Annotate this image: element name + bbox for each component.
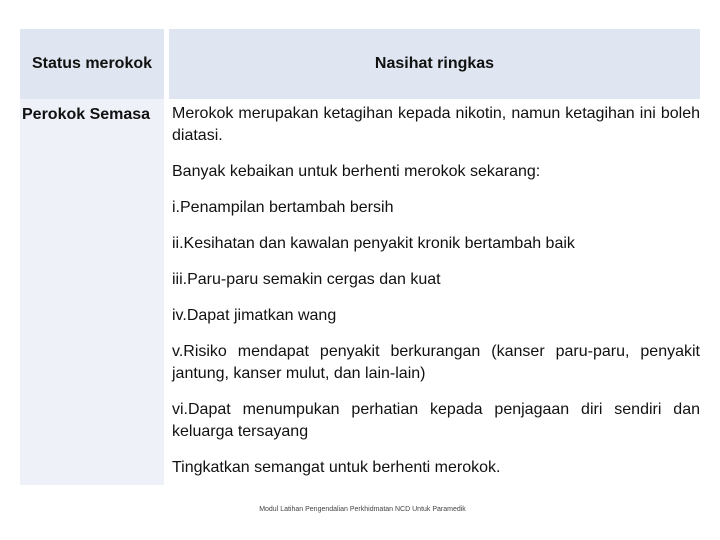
advice-benefit-item: i.Penampilan bertambah bersih [172, 199, 394, 216]
header-nasihat-ringkas: Nasihat ringkas [169, 29, 700, 99]
advice-closing: Tingkatkan semangat untuk berhenti merokok. [172, 459, 501, 476]
advice-benefit-item: vi.Dapat menumpukan perhatian kepada penjagaan diri sendiri dan keluarga tersayang [172, 401, 700, 440]
advice-benefit-item: iv.Dapat jimatkan wang [172, 307, 337, 324]
advice-content [169, 99, 700, 485]
advice-benefit-item: ii.Kesihatan dan kawalan penyakit kronik bertambah baik [172, 235, 575, 252]
row-label-perokok-semasa: Perokok Semasa [20, 99, 164, 485]
advice-benefits-heading: Banyak kebaikan untuk berhenti merokok sekarang: [172, 163, 541, 180]
header-status-merokok: Status merokok [20, 29, 164, 99]
footer-text: Modul Latihan Pengendalian Perkhidmatan NCD Untuk Paramedik [259, 506, 466, 513]
advice-benefit-item: iii.Paru-paru semakin cergas dan kuat [172, 271, 441, 288]
advice-benefit-item: v.Risiko mendapat penyakit berkurangan (kanser paru-paru, penyakit jantung, kanser mulut, dan lain-lain) [172, 343, 700, 382]
advice-intro: Merokok merupakan ketagihan kepada nikotin, namun ketagihan ini boleh diatasi. [172, 105, 700, 144]
